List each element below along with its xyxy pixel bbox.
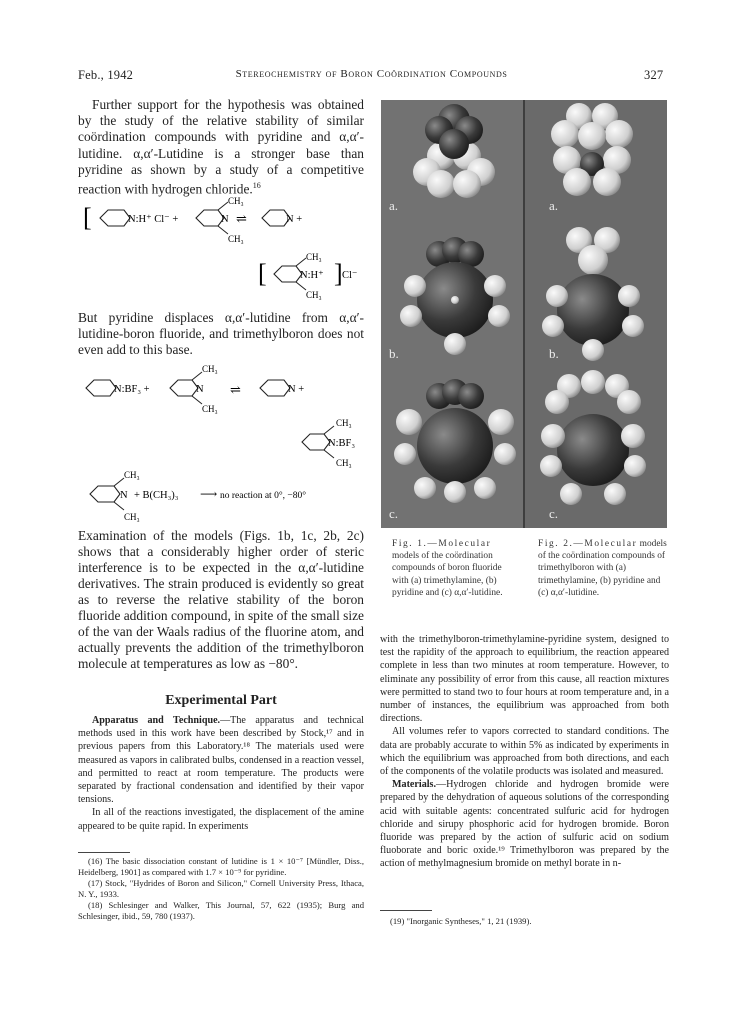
para-3-text: Examination of the models (Figs. 1b, 1c, 2b, 2c) shows that a considerably higher order of steric interference is to be expected in the α,α′-lutidine derivatives. The strain produced is evidently so great as to reverse the relative stability of the boron fluoride addition compound, in spite of the small size of the van der Waals radius of the fluorine atom, and actually prevents the addition of the trimethylboron molecule at temperatures as low as −80°. xyxy=(78,528,364,671)
label-1b: b. xyxy=(389,346,399,361)
footnote-rule-left xyxy=(78,852,130,853)
eq2-methyl-bond-top xyxy=(192,372,202,380)
methyl-bond-top-2 xyxy=(296,258,306,266)
label-2a: a. xyxy=(549,198,559,213)
runin-apparatus: Apparatus and Technique. xyxy=(92,715,221,726)
label-2b: b. xyxy=(549,346,559,361)
eq2-methyl-bond-top-2 xyxy=(324,426,334,434)
eq2-product2: N:BF₃ xyxy=(328,438,356,449)
eq2-reactant1: N:BF₃ + xyxy=(114,384,150,395)
bracket-left-2: [ xyxy=(258,259,267,288)
eq2-pyridine-ring-2 xyxy=(260,380,290,396)
eq2-n: N xyxy=(196,384,204,395)
right-footnote xyxy=(380,916,669,927)
header-date: Feb., 1942 xyxy=(78,68,134,82)
eq3-methyl-bond-bottom xyxy=(114,502,124,510)
left-footnotes xyxy=(78,856,364,922)
eq3-arrow: ⟶ xyxy=(200,487,218,501)
eq1-arrow: ⇌ xyxy=(236,211,247,226)
left-para-4 xyxy=(78,714,364,833)
fig-1-caption-label: Fig. 1.—Molecular xyxy=(392,539,492,549)
eq2-methyl-bond-bottom-2 xyxy=(324,450,334,458)
runin-materials: Materials. xyxy=(392,779,437,791)
bracket-right-2: ] xyxy=(334,259,343,288)
fig-2-caption xyxy=(538,538,670,599)
molecular-models-photo xyxy=(381,100,667,528)
eq1-product2-inner: N:H⁺ xyxy=(300,270,324,281)
methyl-bond-top xyxy=(218,202,228,210)
eq2-methyl-bond-bottom xyxy=(192,396,202,404)
label-2c: c. xyxy=(549,506,559,521)
fig-2-caption-text: models of the coördination compounds of trimethylboron with (a) trimethylamine, (b) pyridine and (c) α,α′-lutidine. xyxy=(538,539,667,598)
footnote-rule-right xyxy=(380,910,432,911)
lutidine-ring xyxy=(196,210,224,226)
bracket-left: [ xyxy=(83,203,92,232)
fig-2-caption-label: Fig. 2.—Molecular xyxy=(538,539,638,549)
right-para-2: All volumes refer to vapors corrected to standard conditions. The data are probably accurate to within 5% as indicated by experiments in which the equilibrium was approached from both directions, and each of the components of the volatile products was isolated and measured. xyxy=(380,726,669,778)
para-4-text: —The apparatus and technical methods used in this work have been described by Stock,¹⁷ and in previous papers from this Laboratory.¹⁸ The materials used were measured as vapors in calibrated bulbs, condensed in a reaction vessel, and permitted to react at room temperature. The products were separated by fractional condensation and identified by their vapor tensions. xyxy=(78,715,364,806)
eq1-methyl-bottom: CH₃ xyxy=(228,234,244,244)
right-para-1: with the trimethylboron-trimethylamine-pyridine system, designed to test the rapidity of the approach to equilibrium, the reaction appeared complete in less than two minutes at room temperature. However, to eliminate any possibility of error from this cause, all reaction mixtures were permitted to stand two to four hours at room temperature and, in a number of instances, the equilibrium was approached from both directions. xyxy=(380,634,669,725)
eq2-pyridine-ring xyxy=(86,380,116,396)
eq1-reactant1: N:H⁺ Cl⁻ + xyxy=(128,214,179,225)
eq3-result: no reaction at 0°, −80° xyxy=(220,491,307,501)
left-para-2 xyxy=(78,310,364,359)
left-para-1 xyxy=(78,97,364,198)
footnote-18: (18) Schlesinger and Walker, This Journal, 57, 622 (1935); Burg and Schlesinger, ibid., 59, 780 (1937). xyxy=(78,900,364,921)
footnote-16: (16) The basic dissociation constant of lutidine is 1 × 10⁻⁷ [Mündler, Diss., Heidelberg, 1901] as compared with 1.7 × 10⁻⁹ for pyridine. xyxy=(78,856,364,877)
equation-2 xyxy=(78,360,368,472)
footnote-17: (17) Stock, "Hydrides of Boron and Silicon," Cornell University Press, Ithaca, N. Y., 1933. xyxy=(78,878,364,899)
eq2-methyl-bottom: CH₃ xyxy=(202,404,218,414)
eq2-lutidine-ring xyxy=(170,380,198,396)
eq1-methyl-top-2: CH₃ xyxy=(306,252,322,262)
eq3-reagent: + B(CH₃)₃ xyxy=(134,490,179,501)
page-number: 327 xyxy=(644,68,664,82)
para-2-text: But pyridine displaces α,α′-lutidine from α,α′-lutidine-boron fluoride, and trimethylboron does not even add to this base. xyxy=(78,310,364,358)
eq3-n: N xyxy=(120,490,128,501)
eq2-methyl-top: CH₃ xyxy=(202,364,218,374)
eq2-methyl-top-2: CH₃ xyxy=(336,418,352,428)
eq2-arrow: ⇌ xyxy=(230,382,241,397)
footnote-19: (19) "Inorganic Syntheses," 1, 21 (1939). xyxy=(390,916,532,926)
eq2-lutidine-ring-2 xyxy=(302,434,330,450)
equation-3 xyxy=(78,468,368,524)
eq3-lutidine-ring xyxy=(90,486,120,502)
right-column-text xyxy=(380,633,669,871)
right-para-3: —Hydrogen chloride and hydrogen bromide were prepared by the dehydration of aqueous solutions of the corresponding acid with suitable agents: concentrated sulfuric acid for hydrogen chloride and sirupy phosphoric acid for hydrogen bromide. Boron fluoride was prepared by the action of sulfuric acid on sodium fluoborate and boric oxide.¹⁹ Trimethylboron was prepared by the action of methylmagnesium bromide on methyl borate in n- xyxy=(380,779,669,870)
running-title: Stereochemistry of Boron Coördination Compounds xyxy=(235,68,508,80)
para-5-text: In all of the reactions investigated, the displacement of the amine appeared to be quite rapid. In experiments xyxy=(78,807,364,832)
para-1-text: Further support for the hypothesis was obtained by the study of the relative stability of similar coördination compounds with pyridine and α,α′-lutidine. α,α′-Lutidine is a stronger base than pyridine as shown by a study of a competitive reaction with hydrogen chloride. xyxy=(78,97,364,197)
eq1-methyl-top: CH₃ xyxy=(228,196,244,206)
eq1-methyl-bottom-2: CH₃ xyxy=(306,290,322,300)
eq1-product1: N + xyxy=(286,214,303,225)
equation-1 xyxy=(78,196,368,308)
ref-16: 16 xyxy=(252,181,261,191)
section-heading: Experimental Part xyxy=(165,693,277,708)
eq3-methyl-top: CH₃ xyxy=(124,470,140,480)
label-1c: c. xyxy=(389,506,399,521)
eq1-n: N xyxy=(221,214,229,225)
eq3-methyl-bond-top xyxy=(114,478,124,486)
pyridine-ring xyxy=(100,210,130,226)
eq3-methyl-bottom: CH₃ xyxy=(124,512,140,522)
methyl-bond-bottom-2 xyxy=(296,282,306,290)
left-para-3 xyxy=(78,528,364,672)
fig-1-caption-text: models of the coördination compounds of boron fluoride with (a) trimethylamine, (b) pyridine and (c) α,α′-lutidine. xyxy=(392,551,503,598)
eq2-methyl-bottom-2: CH₃ xyxy=(336,458,352,468)
eq2-product1: N + xyxy=(288,384,305,395)
eq1-product2-anion: Cl⁻ xyxy=(342,270,358,281)
label-1a: a. xyxy=(389,198,399,213)
fig-1-caption xyxy=(392,538,520,599)
lutidine-ring-2 xyxy=(274,266,302,282)
methyl-bond-bottom xyxy=(218,226,228,234)
